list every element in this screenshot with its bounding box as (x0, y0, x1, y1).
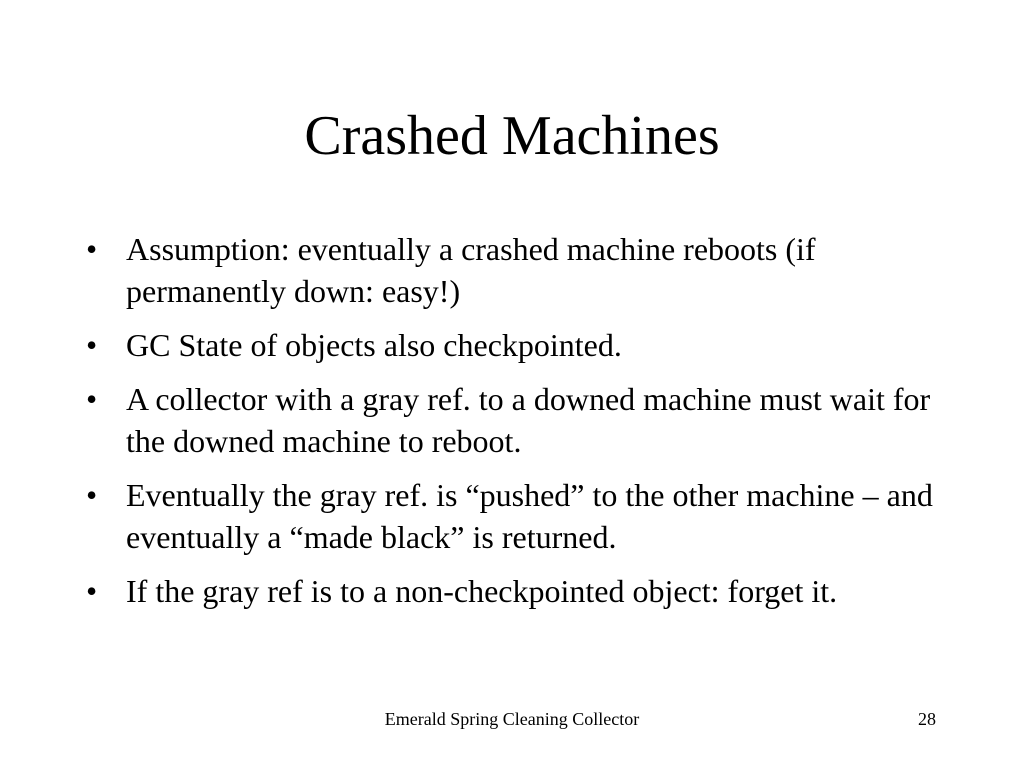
bullet-list (86, 228, 956, 624)
bullet-text: A collector with a gray ref. to a downed machine must wait for the downed machine to reboot. (126, 381, 931, 459)
bullet-icon: • (86, 477, 98, 513)
bullet-item (86, 474, 956, 558)
bullet-text: GC State of objects also checkpointed. (126, 327, 622, 363)
bullet-item (86, 570, 956, 612)
bullet-icon: • (86, 231, 98, 267)
slide-title: Crashed Machines (304, 105, 720, 167)
bullet-item (86, 228, 956, 312)
bullet-text: Assumption: eventually a crashed machine reboots (if permanently down: easy!) (126, 231, 816, 309)
bullet-icon: • (86, 573, 98, 609)
bullet-icon: • (86, 327, 98, 363)
bullet-text: Eventually the gray ref. is “pushed” to the other machine – and eventually a “made black” is returned. (126, 477, 933, 555)
bullet-item (86, 378, 956, 462)
bullet-icon: • (86, 381, 98, 417)
page-number: 28 (918, 709, 936, 729)
footer-title: Emerald Spring Cleaning Collector (384, 709, 640, 729)
bullet-item (86, 324, 956, 366)
bullet-text: If the gray ref is to a non-checkpointed object: forget it. (126, 573, 838, 609)
